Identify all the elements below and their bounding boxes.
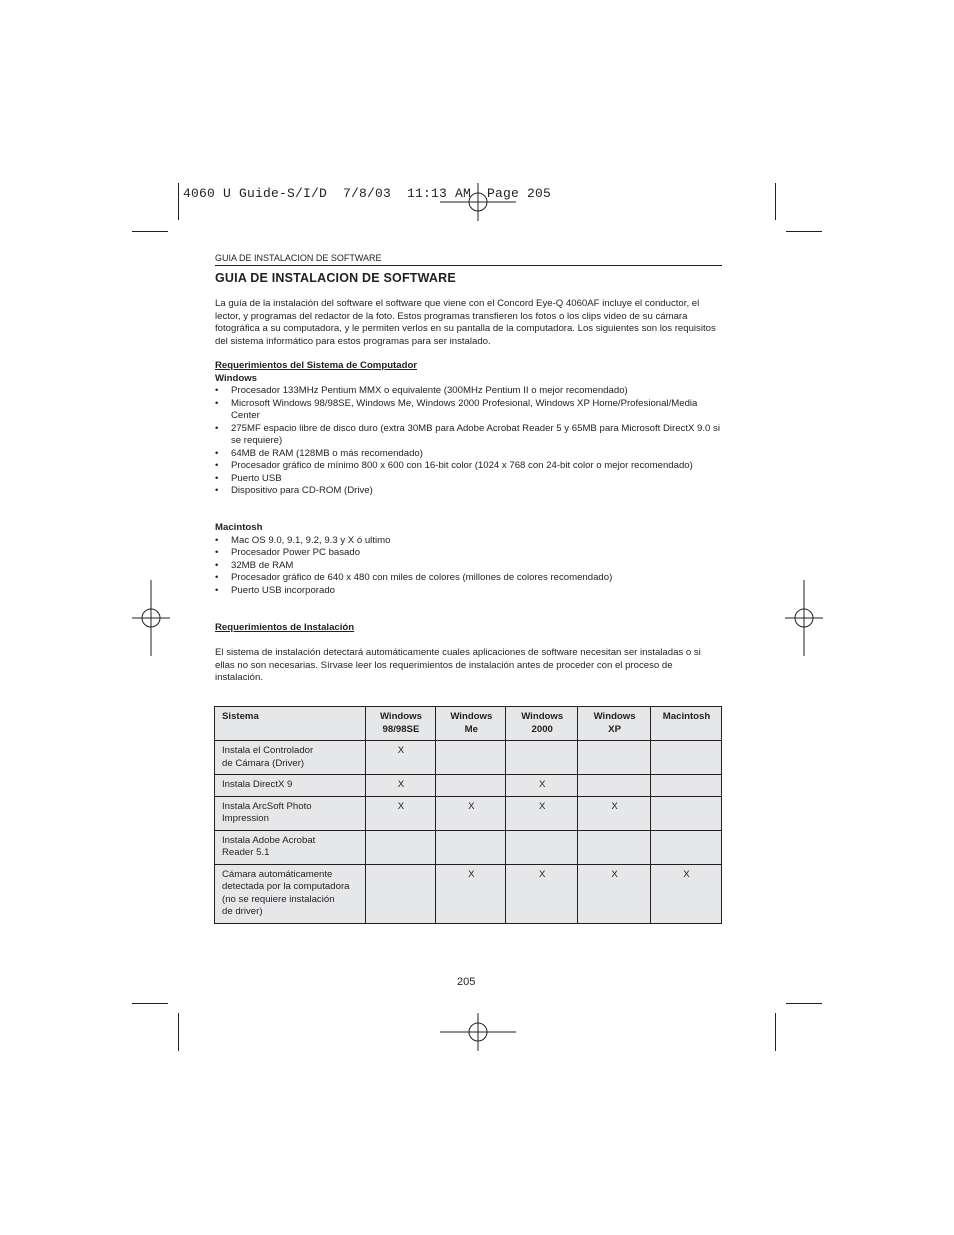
table-row (215, 796, 722, 830)
list-item: • Mac OS 9.0, 9.1, 9.2, 9.3 y X ó ultimo (215, 535, 720, 548)
list-item: • Puerto USB (215, 473, 720, 486)
macintosh-label: Macintosh (215, 522, 263, 533)
crop-mark-bottom-left-h (132, 1003, 168, 1004)
list-item: • Procesador Power PC basado (215, 547, 720, 560)
intro-paragraph: La guía de la instalación del software el software que viene con el Concord Eye-Q 4060AF incluye el conductor, el lector, y programas del redactor de la foto. Estos programas transfieren los fotos o los clips video de su cámara fotográfica a su computadora, y le permiten verlos en su pantalla de la computadora. Los siguientes son los requisitos del sistema informático para estos programas para ser instalado. (215, 298, 716, 347)
crop-mark-top-right-v (775, 183, 776, 220)
table-cell: Instala el Controlador de Cámara (Driver) (215, 741, 366, 775)
table-cell: Cámara automáticamente detectada por la computadora (no se requiere instalación de driver) (215, 864, 366, 923)
installation-paragraph: El sistema de instalación detectará automáticamente cuales aplicaciones de software necesitan ser instaladas o si ellas no son necesarias. Sírvase leer los requerimientos de instalación antes de proceder con el proceso de instalación. (215, 647, 701, 683)
table-header-row (215, 707, 722, 741)
crop-mark-top-left-v (178, 183, 179, 220)
table-header-cell: Sistema (215, 707, 366, 741)
table-header-cell: Windows XP (578, 707, 651, 741)
windows-label: Windows (215, 372, 258, 384)
print-slug: 4060 U Guide-S/I/D 7/8/03 11:13 AM Page 205 (183, 186, 552, 201)
table-cell (651, 796, 722, 830)
table-row (215, 775, 722, 797)
table-header-cell: Macintosh (651, 707, 722, 741)
table-cell: X (651, 864, 722, 923)
table-cell (365, 830, 436, 864)
table-cell (578, 830, 651, 864)
table-cell: X (578, 864, 651, 923)
crop-mark-top-right-h (786, 231, 822, 232)
running-head: GUIA DE INSTALACION DE SOFTWARE (215, 253, 382, 263)
table-cell: X (365, 741, 436, 775)
list-item: • Procesador 133MHz Pentium MMX o equivalente (300MHz Pentium II o mejor recomendado) (215, 385, 720, 398)
crop-mark-bottom-right-h (786, 1003, 822, 1004)
macintosh-section (215, 522, 720, 597)
table-header-cell: Windows 2000 (506, 707, 578, 741)
list-item: • Procesador gráfico de mínimo 800 x 600 con 16-bit color (1024 x 768 con 24-bit color o mejor recomendado) (215, 460, 720, 473)
table-cell: Instala DirectX 9 (215, 775, 366, 797)
table-cell (506, 830, 578, 864)
table-cell: X (506, 864, 578, 923)
table-cell (365, 864, 436, 923)
table-cell: X (506, 796, 578, 830)
installation-requirements-heading: Requerimientos de Instalación (215, 622, 355, 633)
system-requirements-heading: Requerimientos del Sistema de Computador (215, 360, 418, 371)
page-number: 205 (457, 976, 476, 988)
table-cell (578, 741, 651, 775)
table-cell: X (578, 796, 651, 830)
registration-mark-bottom (440, 1013, 516, 1051)
list-item: • Puerto USB incorporado (215, 585, 720, 598)
table-cell (651, 775, 722, 797)
table-cell: Instala Adobe Acrobat Reader 5.1 (215, 830, 366, 864)
table-row (215, 741, 722, 775)
table-cell (506, 741, 578, 775)
table-cell (651, 830, 722, 864)
windows-requirements-list (215, 385, 720, 498)
installation-table (214, 706, 722, 924)
table-cell: X (436, 864, 506, 923)
list-item: • Procesador gráfico de 640 x 480 con miles de colores (millones de colores recomendado) (215, 572, 720, 585)
list-item: • 32MB de RAM (215, 560, 720, 573)
table-cell: X (436, 796, 506, 830)
crop-mark-bottom-right-v (775, 1013, 776, 1051)
table-cell (436, 775, 506, 797)
table-cell: X (365, 796, 436, 830)
table-header-cell: Windows 98/98SE (365, 707, 436, 741)
macintosh-requirements-list (215, 535, 720, 598)
page-title: GUIA DE INSTALACION DE SOFTWARE (215, 271, 456, 285)
table-header-cell: Windows Me (436, 707, 506, 741)
table-cell (651, 741, 722, 775)
crop-mark-bottom-left-v (178, 1013, 179, 1051)
system-requirements-section (215, 360, 720, 498)
header-rule (215, 265, 722, 266)
table-row (215, 830, 722, 864)
table-cell (436, 830, 506, 864)
table-cell: X (365, 775, 436, 797)
table-cell: X (506, 775, 578, 797)
list-item: • 275MF espacio libre de disco duro (extra 30MB para Adobe Acrobat Reader 5 y 65MB para Microsoft DirectX 9.0 si se requiere) (215, 423, 720, 448)
table-cell (578, 775, 651, 797)
crop-mark-top-left-h (132, 231, 168, 232)
table-cell (436, 741, 506, 775)
list-item: • 64MB de RAM (128MB o más recomendado) (215, 448, 720, 461)
table-row (215, 864, 722, 923)
registration-mark-right (785, 580, 823, 656)
list-item: • Microsoft Windows 98/98SE, Windows Me, Windows 2000 Profesional, Windows XP Home/Profesional/Media Center (215, 398, 720, 423)
list-item: • Dispositivo para CD-ROM (Drive) (215, 485, 720, 498)
registration-mark-left (132, 580, 170, 656)
table-cell: Instala ArcSoft Photo Impression (215, 796, 366, 830)
